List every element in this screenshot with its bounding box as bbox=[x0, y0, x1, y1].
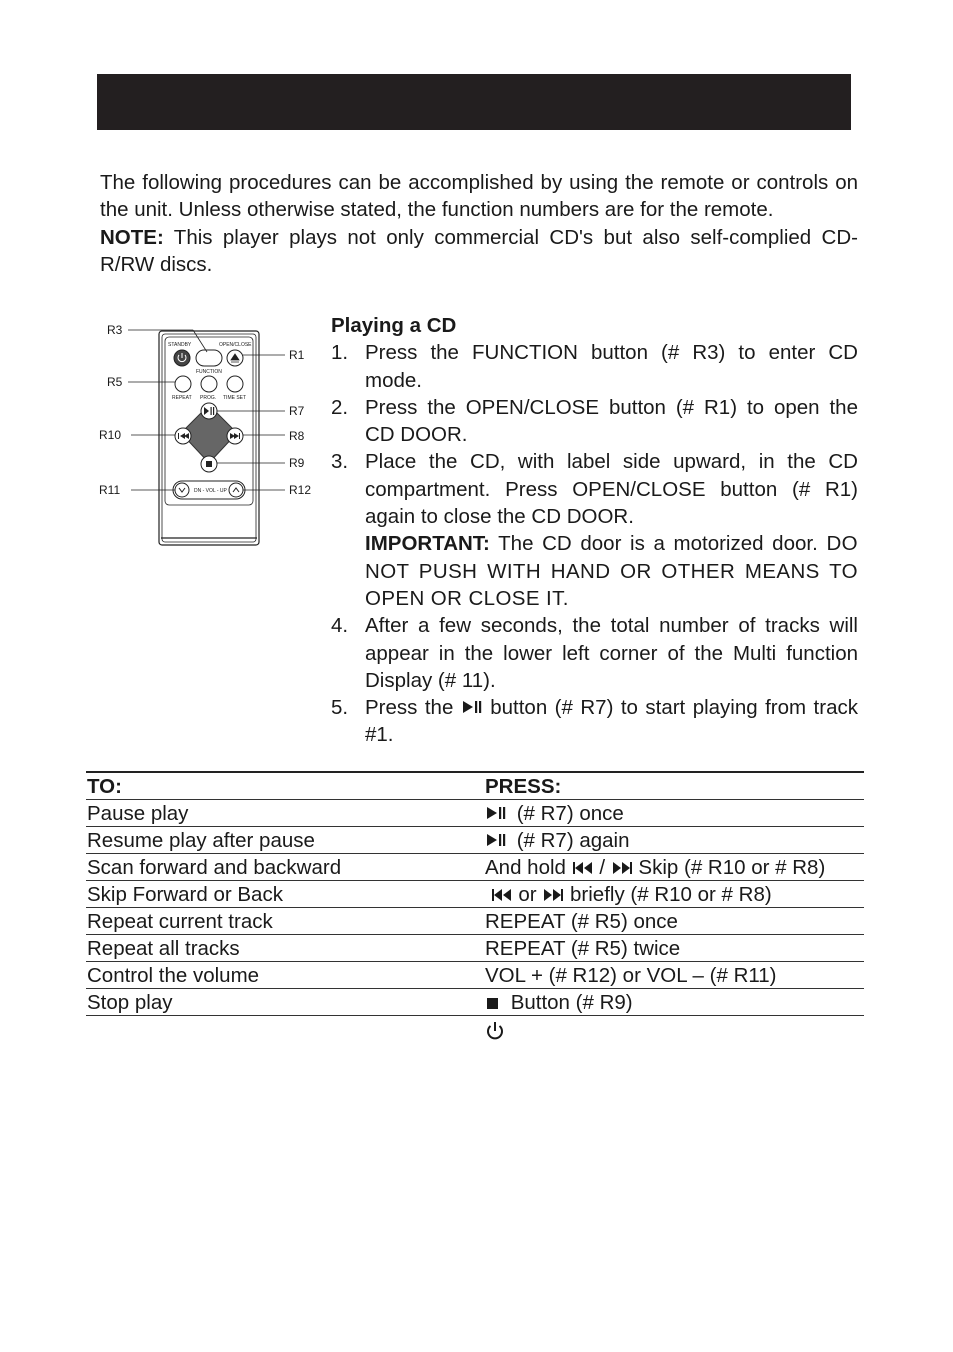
note-text: This player plays not only commercial CD's but also self-complied CD-R/RW discs. bbox=[100, 225, 858, 276]
prog-label: PROG. bbox=[200, 395, 217, 401]
press-text: Button (# R9) bbox=[505, 991, 633, 1014]
note-label: NOTE: bbox=[100, 225, 164, 249]
stop-icon bbox=[485, 996, 505, 1010]
callout-r3: R3 bbox=[107, 323, 123, 337]
table-row bbox=[86, 935, 864, 962]
time-set-button-icon bbox=[227, 376, 243, 392]
function-button-icon bbox=[196, 350, 222, 366]
standby-label: STANDBY bbox=[168, 342, 192, 348]
skip-back-icon bbox=[491, 888, 513, 902]
step-item bbox=[331, 448, 858, 612]
volume-label: DN - VOL - UP bbox=[194, 488, 227, 494]
table-row bbox=[86, 989, 864, 1016]
operations-table bbox=[86, 771, 864, 1016]
row-action: Resume play after pause bbox=[86, 827, 484, 854]
callout-r11: R11 bbox=[99, 483, 121, 497]
row-press bbox=[484, 827, 864, 854]
play-pause-icon bbox=[485, 832, 511, 848]
play-pause-icon bbox=[485, 805, 511, 821]
press-text: / bbox=[593, 856, 611, 879]
play-pause-icon bbox=[461, 699, 483, 715]
steps-list bbox=[331, 339, 858, 748]
callout-r12: R12 bbox=[289, 483, 312, 497]
intro-paragraph: The following procedures can be accomplished by using the remote or controls on the unit. Unless otherwise stated, the function numbers are for the remote. bbox=[100, 171, 858, 222]
press-text: Skip (# R10 or # R8) bbox=[632, 856, 826, 879]
important-label: IMPORTANT: bbox=[365, 532, 490, 556]
skip-forward-icon bbox=[611, 861, 633, 875]
step-text: button (# R7) to start playing from track #1. bbox=[365, 696, 858, 747]
table-row bbox=[86, 827, 864, 854]
row-press: VOL + (# R12) or VOL – (# R11) bbox=[484, 962, 864, 989]
press-text: (# R7) again bbox=[511, 829, 630, 852]
callout-r8: R8 bbox=[289, 429, 305, 443]
row-action: Stop play bbox=[86, 989, 484, 1016]
important-text: The CD door is a motorized door. bbox=[489, 532, 818, 556]
row-press bbox=[484, 854, 864, 881]
row-action: Control the volume bbox=[86, 962, 484, 989]
repeat-button-icon bbox=[175, 376, 191, 392]
table-row bbox=[86, 881, 864, 908]
important-warning: DO NOT PUSH WITH HAND OR OTHER MEANS TO OPEN OR CLOSE IT. bbox=[365, 532, 858, 610]
header-press: PRESS: bbox=[484, 772, 864, 800]
step-number: 5. bbox=[331, 696, 349, 720]
step-number: 2. bbox=[331, 395, 349, 419]
step-text: Press the OPEN/CLOSE button (# R1) to open the CD DOOR. bbox=[365, 395, 858, 447]
step-text: After a few seconds, the total number of tracks will appear in the lower left corner of the Multi function Display (# 11). bbox=[365, 614, 858, 692]
press-text: And hold bbox=[485, 856, 572, 879]
header-to: TO: bbox=[86, 772, 484, 800]
press-text: (# R7) once bbox=[511, 802, 624, 825]
skip-forward-icon bbox=[542, 888, 564, 902]
row-action: Skip Forward or Back bbox=[86, 881, 484, 908]
press-text: or bbox=[512, 883, 543, 906]
callout-r9: R9 bbox=[289, 456, 305, 470]
row-action: Scan forward and backward bbox=[86, 854, 484, 881]
playing-cd-title: Playing a CD bbox=[331, 314, 457, 337]
note-paragraph bbox=[100, 224, 858, 279]
intro-text bbox=[100, 169, 858, 278]
step-item bbox=[331, 612, 858, 694]
time-set-label: TIME SET bbox=[223, 395, 247, 401]
step-number: 1. bbox=[331, 341, 349, 365]
row-press bbox=[484, 800, 864, 827]
row-press bbox=[484, 881, 864, 908]
row-action: Pause play bbox=[86, 800, 484, 827]
callout-r1: R1 bbox=[289, 348, 305, 362]
function-label: FUNCTION bbox=[196, 369, 222, 375]
step-item bbox=[331, 694, 858, 749]
power-icon bbox=[485, 1020, 505, 1042]
table-header-row bbox=[86, 772, 864, 800]
step-text: Press the bbox=[365, 696, 461, 720]
open-close-label: OPEN/CLOSE bbox=[219, 342, 252, 348]
callout-r10: R10 bbox=[99, 428, 122, 442]
step-number: 3. bbox=[331, 450, 349, 474]
row-press bbox=[484, 989, 864, 1016]
row-press: REPEAT (# R5) once bbox=[484, 908, 864, 935]
section-header-bar bbox=[97, 74, 851, 130]
callout-r7: R7 bbox=[289, 404, 305, 418]
row-press: REPEAT (# R5) twice bbox=[484, 935, 864, 962]
playing-cd-section bbox=[331, 312, 858, 749]
table-row bbox=[86, 962, 864, 989]
prog-button-icon bbox=[201, 376, 217, 392]
step-item bbox=[331, 394, 858, 449]
step-text: Place the CD, with label side upward, in the CD compartment. Press OPEN/CLOSE button (# R1) again to close the CD DOOR. bbox=[365, 450, 858, 529]
table-row bbox=[86, 800, 864, 827]
table-row bbox=[86, 854, 864, 881]
step-item bbox=[331, 339, 858, 394]
important-note bbox=[365, 530, 858, 612]
row-action: Repeat current track bbox=[86, 908, 484, 935]
press-text: briefly (# R10 or # R8) bbox=[564, 883, 772, 906]
row-action: Repeat all tracks bbox=[86, 935, 484, 962]
repeat-label: REPEAT bbox=[172, 395, 192, 401]
remote-control-diagram bbox=[95, 318, 320, 553]
step-text: Press the FUNCTION button (# R3) to enter CD mode. bbox=[365, 341, 858, 392]
step-number: 4. bbox=[331, 614, 349, 638]
callout-r5: R5 bbox=[107, 375, 123, 389]
table-row bbox=[86, 908, 864, 935]
skip-back-icon bbox=[572, 861, 594, 875]
